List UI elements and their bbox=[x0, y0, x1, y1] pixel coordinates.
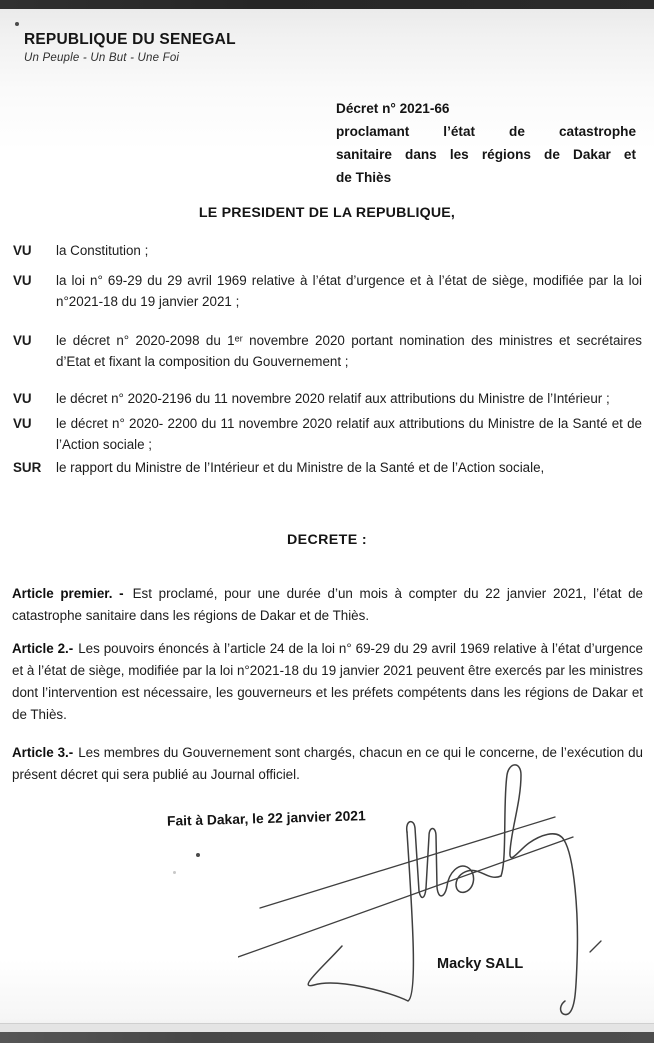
article-text: Les pouvoirs énoncés à l’article 24 de la loi n° 69-29 du 29 avril 1969 relative à l’état d’urgence et à l’état de siège, modifiée par la loi n°2021-18 du 19 janvier 2021 peuvent être exercés par les ministres dont l’intervention est nécessaire, les gouverneurs et les préfets compétents dans les régions de Dakar et de Thiès. bbox=[12, 641, 643, 722]
decree-subject-line: sanitaire dans les régions de Dakar et bbox=[336, 147, 636, 162]
visa-row bbox=[13, 413, 642, 455]
visa-text: le décret n° 2020-2098 du 1ᵉʳ novembre 2020 portant nomination des ministres et secrétaires d’Etat et fixant la composition du Gouvernement ; bbox=[56, 333, 642, 369]
scan-speck bbox=[196, 853, 200, 857]
article-title: Article premier. - bbox=[12, 586, 124, 602]
visa-row bbox=[13, 330, 642, 372]
visa-row bbox=[13, 240, 642, 261]
article-premier bbox=[12, 583, 643, 627]
decree-number: Décret n° 2021-66 bbox=[336, 101, 450, 116]
national-motto: Un Peuple - Un But - Une Foi bbox=[24, 52, 180, 64]
place-and-date: Fait à Dakar, le 22 janvier 2021 bbox=[166, 808, 366, 829]
visa-label: VU bbox=[13, 391, 32, 406]
decrete-heading: DECRETE : bbox=[286, 532, 368, 548]
signer-name: Macky SALL bbox=[437, 956, 524, 972]
letterhead bbox=[24, 31, 236, 64]
decree-subject-line: de Thiès bbox=[336, 170, 392, 185]
scan-top-bar bbox=[0, 0, 654, 9]
visa-text: le décret n° 2020-2196 du 11 novembre 2020 relatif aux attributions du Ministre de l’Intérieur ; bbox=[56, 391, 610, 406]
visa-label: VU bbox=[13, 273, 32, 288]
decree-subject-line: proclamant l’état de catastrophe bbox=[336, 124, 636, 139]
article-text: Les membres du Gouvernement sont chargés, chacun en ce qui le concerne, de l’exécution du présent décret qui sera publié au Journal officiel. bbox=[12, 745, 644, 783]
visa-list bbox=[13, 240, 642, 478]
visa-row bbox=[13, 388, 642, 409]
signature-image bbox=[238, 760, 643, 1035]
visa-label: VU bbox=[13, 333, 32, 348]
article-text: Est proclamé, pour une durée d’un mois à compter du 22 janvier 2021, l’état de catastrophe sanitaire dans les régions de Dakar et de Thiès. bbox=[12, 586, 643, 624]
article-title: Article 3.- bbox=[12, 745, 74, 761]
scan-speck bbox=[15, 22, 19, 26]
visa-text: le décret n° 2020- 2200 du 11 novembre 2020 relatif aux attributions du Ministre de la Santé et de l’Action sociale ; bbox=[56, 416, 642, 452]
visa-label: VU bbox=[13, 416, 32, 431]
visa-row bbox=[13, 457, 642, 478]
country-title: REPUBLIQUE DU SENEGAL bbox=[24, 31, 236, 48]
visa-label: SUR bbox=[13, 460, 42, 475]
president-heading: LE PRESIDENT DE LA REPUBLIQUE, bbox=[198, 205, 456, 221]
visa-text: la loi n° 69-29 du 29 avril 1969 relative à l’état d’urgence et à l’état de siège, modifiée par la loi n°2021-18 du 19 janvier 2021 ; bbox=[56, 273, 642, 309]
visa-text: la Constitution ; bbox=[56, 243, 149, 258]
scan-bottom-bar bbox=[0, 1032, 654, 1043]
article-2 bbox=[12, 638, 643, 725]
scan-speck bbox=[173, 871, 176, 874]
visa-text: le rapport du Ministre de l’Intérieur et du Ministre de la Santé et de l’Action sociale, bbox=[56, 460, 545, 475]
visa-row bbox=[13, 270, 642, 312]
decree-title-block bbox=[336, 97, 636, 189]
article-title: Article 2.- bbox=[12, 641, 74, 657]
visa-label: VU bbox=[13, 243, 32, 258]
